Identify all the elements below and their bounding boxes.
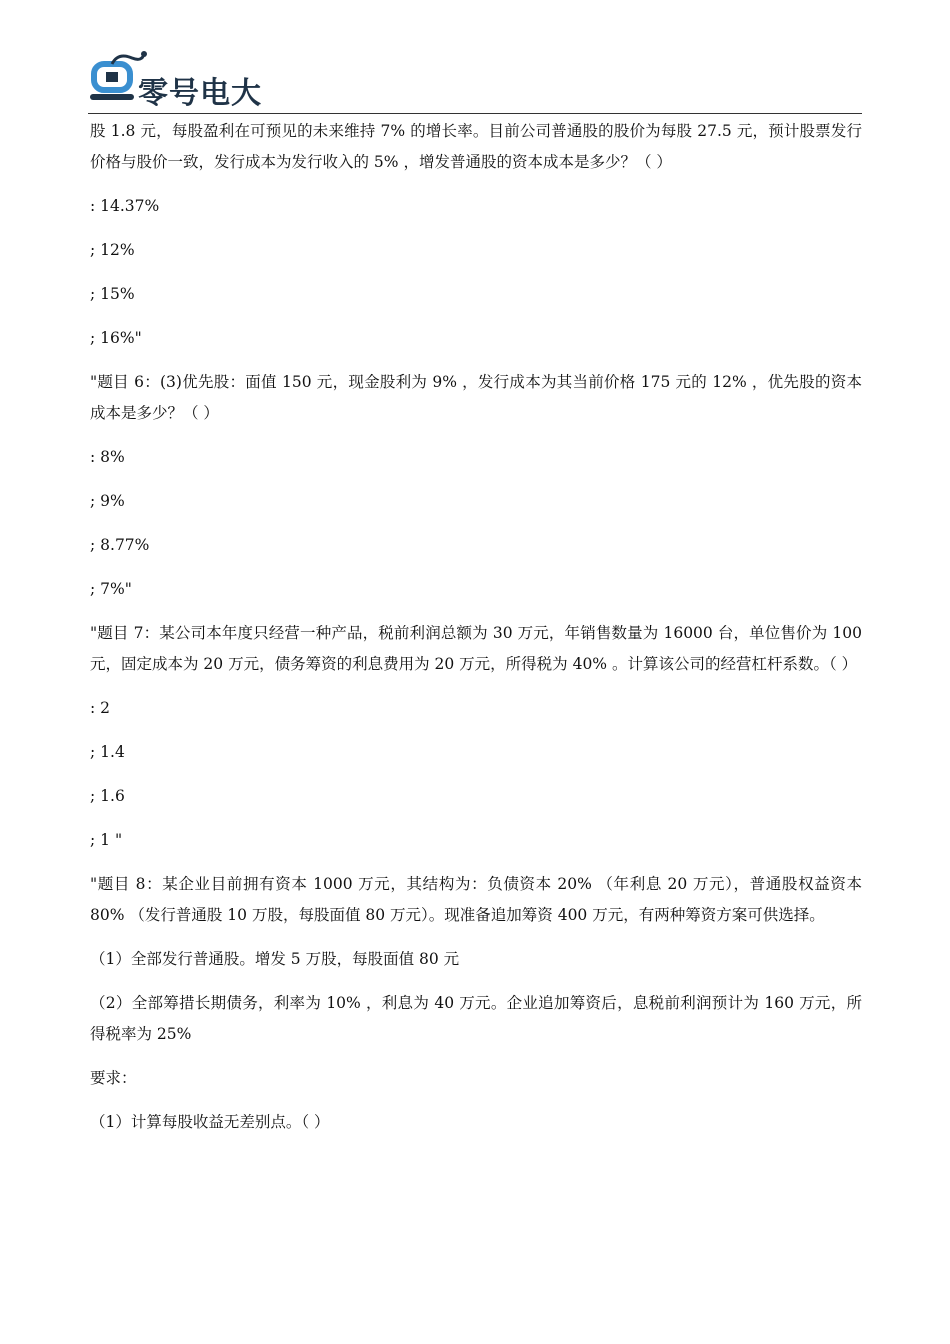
document-body	[90, 116, 862, 1151]
question-8-plan-2: （2）全部筹措长期债务，利率为 10% ，利息为 40 万元。企业追加筹资后，息税前利润预计为 160 万元，所得税率为 25%	[90, 994, 862, 1043]
question-5-option-d: ; 16%"	[90, 329, 142, 347]
question-6-option-b: ; 9%	[90, 492, 125, 510]
page-header	[88, 50, 862, 112]
header-divider	[88, 113, 862, 114]
question-8-stem: "题目 8：某企业目前拥有资本 1000 万元，其结构为：负债资本 20% （年利息 20 万元），普通股权益资本 80% （发行普通股 10 万股，每股面值 80 万元）。现准备追加筹资 400 万元，有两种筹资方案可供选择。	[90, 875, 862, 924]
question-8-requirement-1: （1）计算每股收益无差别点。（ ）	[90, 1113, 330, 1131]
question-6-option-a: : 8%	[90, 448, 125, 466]
question-5-option-b: ; 12%	[90, 241, 135, 259]
logo	[88, 50, 308, 112]
question-6-stem: "题目 6：(3)优先股：面值 150 元，现金股利为 9% ，发行成本为其当前价格 175 元的 12% ，优先股的资本成本是多少？（ ）	[90, 373, 862, 422]
question-7-option-d: ; 1 "	[90, 831, 123, 849]
question-6-option-d: ; 7%"	[90, 580, 132, 598]
question-7-option-a: : 2	[90, 699, 111, 717]
question-5-stem: 股 1.8 元，每股盈利在可预见的未来维持 7% 的增长率。目前公司普通股的股价为每股 27.5 元，预计股票发行价格与股价一致，发行成本为发行收入的 5% ，增发普通股的资本成本是多少？（ ）	[90, 122, 862, 171]
logo-text: 零号电大	[138, 76, 262, 111]
question-5-option-c: ; 15%	[90, 285, 135, 303]
question-7-option-b: ; 1.4	[90, 743, 125, 761]
question-8-requirement-heading: 要求：	[90, 1069, 137, 1087]
question-7-option-c: ; 1.6	[90, 787, 125, 805]
question-8-plan-1: （1）全部发行普通股。增发 5 万股，每股面值 80 元	[90, 950, 460, 968]
question-6-option-c: ; 8.77%	[90, 536, 150, 554]
question-5-option-a: : 14.37%	[90, 197, 160, 215]
question-7-stem: "题目 7：某公司本年度只经营一种产品，税前利润总额为 30 万元，年销售数量为 16000 台，单位售价为 100 元，固定成本为 20 万元，债务筹资的利息费用为 20 万元，所得税为 40% 。计算该公司的经营杠杆系数。（ ）	[90, 624, 862, 673]
